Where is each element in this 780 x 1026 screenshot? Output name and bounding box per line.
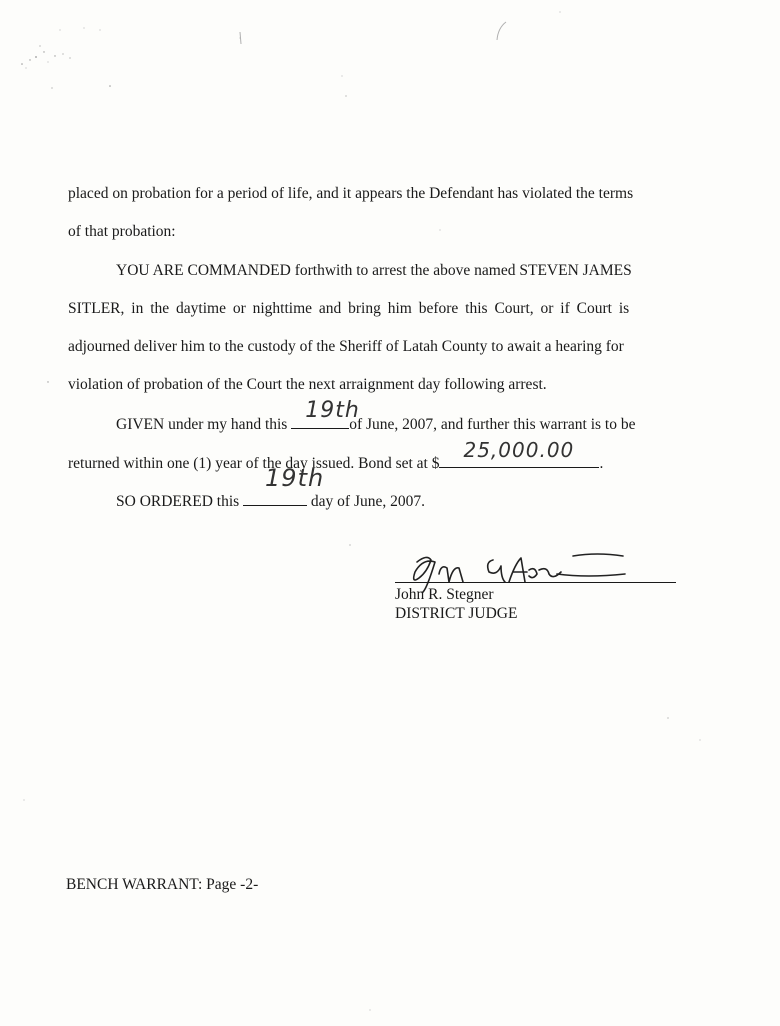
para2-line4: violation of probation of the Court the next arraignment day following arrest. — [68, 376, 547, 393]
bond-amount-blank — [439, 438, 599, 468]
page-footer: BENCH WARRANT: Page -2- — [66, 876, 259, 893]
signature-line — [395, 582, 676, 583]
para2-line3: adjourned deliver him to the custody of the Sheriff of Latah County to await a hearing for — [68, 338, 624, 355]
para2-line1: YOU ARE COMMANDED forthwith to arrest the above named STEVEN JAMES — [116, 262, 632, 279]
bond-amount-handwriting: 25,000.00 — [463, 438, 575, 462]
ordered-day-handwriting: 19th — [265, 464, 325, 492]
given-day-handwriting: 19th — [305, 398, 360, 423]
signature-block — [395, 548, 685, 628]
para1-line1: placed on probation for a period of life, and it appears the Defendant has violated the terms — [68, 185, 634, 202]
given-day-blank — [291, 398, 360, 429]
ordered-day-blank — [243, 464, 325, 506]
returned-line: returned within one (1) year of the day issued. Bond set at $ 25,000.00 . — [68, 438, 604, 472]
given-line: GIVEN under my hand this 19th of June, 2007, and further this warrant is to be — [116, 398, 636, 433]
ordered-line: SO ORDERED this 19th day of June, 2007. — [116, 464, 425, 510]
para2-line2: SITLER, in the daytime or nighttime and bring him before this Court, or if Court is — [68, 300, 630, 317]
judge-title: DISTRICT JUDGE — [395, 605, 518, 622]
para1-line2: of that probation: — [68, 223, 176, 240]
judge-name: John R. Stegner — [395, 586, 494, 603]
